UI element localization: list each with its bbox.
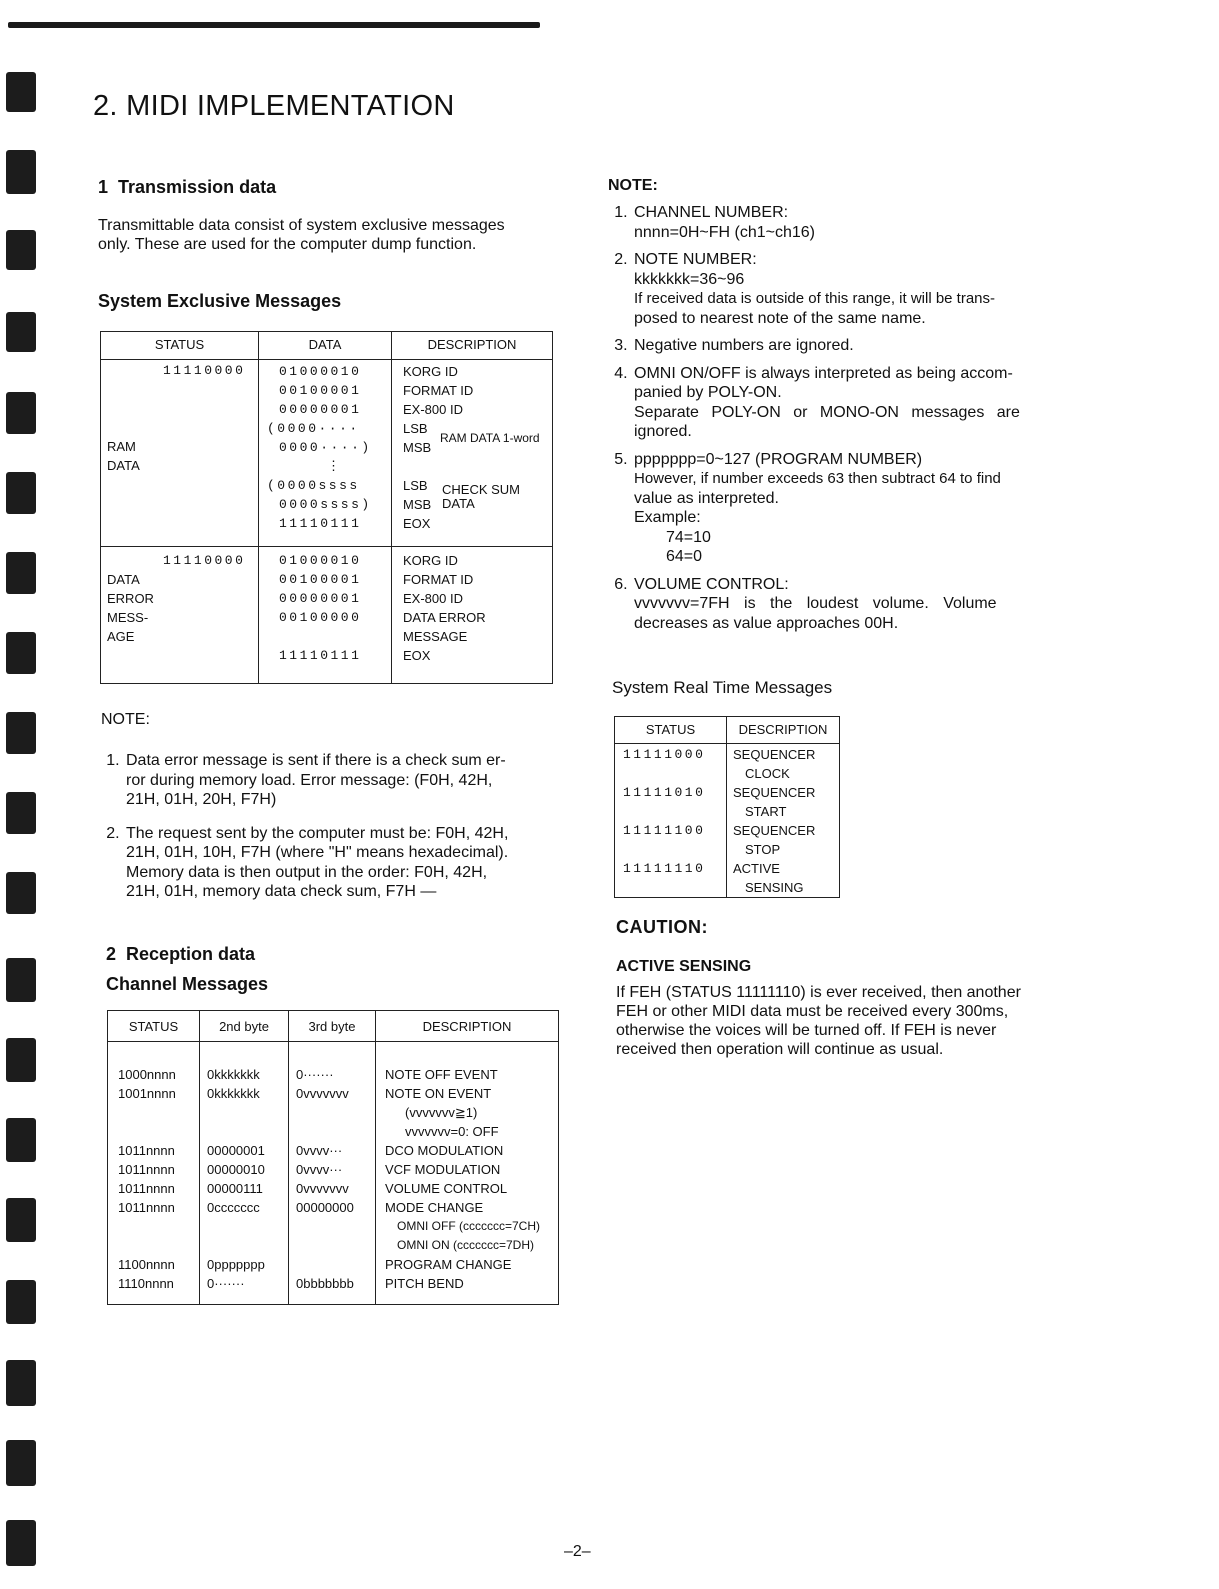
desc-value: LSB <box>403 478 428 493</box>
caution-line: If FEH (STATUS 11111110) is ever received, then another <box>616 984 1021 1001</box>
row-description: VOLUME CONTROL <box>385 1181 508 1196</box>
note-heading-left: NOTE: <box>101 711 150 728</box>
note-line: 74=10 <box>666 528 711 546</box>
row-2nd-byte: 00000111 <box>207 1181 263 1196</box>
note-item <box>124 751 564 810</box>
rt-description-cont: STOP <box>745 842 781 857</box>
row-status: 1100nnnn <box>118 1257 175 1272</box>
note-line: 1. CHANNEL NUMBER: <box>634 204 789 221</box>
sysex-table <box>100 331 553 684</box>
caution-line: FEH or other MIDI data must be received every 300ms, <box>616 1003 1009 1020</box>
page-title: 2. MIDI IMPLEMENTATION <box>93 90 455 122</box>
binding-mark <box>6 1038 36 1082</box>
row-2nd-byte: 0ppppppp <box>207 1257 265 1272</box>
note-line: nnnn=0H~FH (ch1~ch16) <box>634 223 815 241</box>
data-value: 00100000 <box>279 610 362 625</box>
row-description: DCO MODULATION <box>385 1143 504 1158</box>
binding-mark <box>6 72 36 112</box>
note-line: 2. NOTE NUMBER: <box>634 251 757 268</box>
note-item <box>632 450 1062 567</box>
row-description: (vvvvvvv≧1) <box>405 1105 478 1120</box>
row-status: 1001nnnn <box>118 1086 176 1101</box>
note-line: If received data is outside of this range, it will be trans- <box>634 290 996 307</box>
row-2nd-byte: 0······· <box>207 1276 245 1291</box>
brace-label: DATA <box>442 496 475 511</box>
caution-subheading: ACTIVE SENSING <box>616 958 752 975</box>
col-header-2nd-byte: 2nd byte <box>219 1019 269 1034</box>
desc-value: DATA ERROR <box>403 610 486 625</box>
rt-status: 11111010 <box>623 785 706 800</box>
note-line: panied by POLY-ON. <box>634 384 782 401</box>
caution-line: received then operation will continue as usual. <box>616 1041 944 1058</box>
section-title: Transmission data <box>118 177 277 197</box>
binding-mark <box>6 472 36 514</box>
status-value: 11110000 <box>163 553 246 568</box>
note-line: Example: <box>634 509 701 526</box>
note-line: 2. The request sent by the computer must be: F0H, 42H, <box>126 824 509 842</box>
right-notes-list <box>608 203 1062 641</box>
desc-value: FORMAT ID <box>403 572 474 587</box>
note-item <box>632 250 1062 328</box>
binding-mark <box>6 150 36 194</box>
status-label: DATA <box>107 572 140 587</box>
status-label: MESS- <box>107 610 149 625</box>
note-item <box>632 336 1062 356</box>
row-3rd-byte: 00000000 <box>296 1200 354 1215</box>
note-line: Separate POLY-ON or MONO-ON messages are <box>634 403 1020 421</box>
note-line: 5. ppppppp=0~127 (PROGRAM NUMBER) <box>634 450 923 468</box>
sysex-heading: System Exclusive Messages <box>98 291 342 311</box>
note-heading-right: NOTE: <box>608 177 658 194</box>
row-description: vvvvvvv=0: OFF <box>405 1124 499 1139</box>
data-value: 00100001 <box>279 383 362 398</box>
status-label: DATA <box>107 458 140 473</box>
desc-value: EX-800 ID <box>403 402 463 417</box>
binding-mark <box>6 1440 36 1486</box>
col-header-status: STATUS <box>645 722 696 737</box>
note-line: 21H, 01H, 10H, F7H (where "H" means hexadecimal). <box>126 844 509 861</box>
intro-line: only. These are used for the computer dump function. <box>98 236 477 253</box>
row-description: PROGRAM CHANGE <box>385 1257 512 1272</box>
row-status: 1011nnnn <box>118 1143 175 1158</box>
row-description: MODE CHANGE <box>385 1200 484 1215</box>
note-line: kkkkkkk=36~96 <box>634 270 745 288</box>
data-value: 00100001 <box>279 572 362 587</box>
note-line: 3. Negative numbers are ignored. <box>634 337 854 354</box>
note-line: ignored. <box>634 423 692 440</box>
note-line: vvvvvvv=7FH is the loudest volume. Volume <box>634 595 997 612</box>
binding-mark <box>6 392 36 434</box>
binding-mark <box>6 230 36 270</box>
row-2nd-byte: 0ccccccc <box>207 1200 260 1215</box>
row-2nd-byte: 00000010 <box>207 1162 265 1177</box>
rt-description: SEQUENCER <box>733 747 816 762</box>
binding-mark <box>6 1360 36 1406</box>
binding-mark <box>6 1280 36 1324</box>
data-value: (0000···· <box>267 421 360 436</box>
row-description: VCF MODULATION <box>385 1162 501 1177</box>
rt-description-cont: START <box>745 804 787 819</box>
rt-description-cont: CLOCK <box>745 766 790 781</box>
binding-mark <box>6 792 36 834</box>
desc-value: KORG ID <box>403 364 458 379</box>
note-line: 64=0 <box>666 548 703 565</box>
data-value: 11110111 <box>279 648 362 663</box>
binding-mark <box>6 872 36 914</box>
note-line: ror during memory load. Error message: (F0H, 42H, <box>126 771 493 789</box>
note-line: However, if number exceeds 63 then subtract 64 to find <box>634 470 1001 487</box>
caution-heading: CAUTION: <box>616 917 708 937</box>
row-3rd-byte: 0vvvv··· <box>296 1143 343 1158</box>
desc-value: EX-800 ID <box>403 591 463 606</box>
data-value: 0000ssss) <box>279 497 372 512</box>
data-value: (0000ssss <box>267 478 360 493</box>
rt-description: SEQUENCER <box>733 785 816 800</box>
status-value: 11110000 <box>163 363 246 378</box>
note-line: 4. OMNI ON/OFF is always interpreted as being accom- <box>634 364 1013 382</box>
col-header-description: DESCRIPTION <box>427 337 517 352</box>
row-3rd-byte: 0vvvvvvv <box>296 1086 349 1101</box>
desc-value: EOX <box>403 516 431 531</box>
row-status: 1011nnnn <box>118 1200 175 1215</box>
note-line: 6. VOLUME CONTROL: <box>634 575 789 593</box>
row-3rd-byte: 0vvvv··· <box>296 1162 343 1177</box>
desc-value: FORMAT ID <box>403 383 474 398</box>
note-item <box>632 575 1062 634</box>
status-label: AGE <box>107 629 135 644</box>
binding-mark <box>6 712 36 754</box>
section-heading-transmission <box>98 177 276 198</box>
row-status: 1011nnnn <box>118 1181 175 1196</box>
binding-mark <box>6 552 36 594</box>
rt-description: ACTIVE <box>733 861 780 876</box>
data-value: 00000001 <box>279 402 362 417</box>
row-3rd-byte: 0vvvvvvv <box>296 1181 349 1196</box>
note-line: posed to nearest note of the same name. <box>634 309 926 327</box>
binding-mark <box>6 1520 36 1566</box>
row-3rd-byte: 0bbbbbbb <box>296 1276 354 1291</box>
desc-value: MSB <box>403 440 432 455</box>
data-value: 00000001 <box>279 591 362 606</box>
page-number: –2– <box>564 1543 591 1560</box>
note-line: 1. Data error message is sent if there is a check sum er- <box>126 752 506 769</box>
col-header-data: DATA <box>308 337 342 352</box>
data-value: 01000010 <box>279 364 362 379</box>
rt-status: 11111100 <box>623 823 706 838</box>
row-2nd-byte: 0kkkkkkk <box>207 1086 260 1101</box>
row-2nd-byte: 00000001 <box>207 1143 265 1158</box>
section-title: Reception data <box>126 944 256 964</box>
note-item <box>124 824 564 902</box>
note-line: value as interpreted. <box>634 489 779 507</box>
row-status: 1000nnnn <box>118 1067 176 1082</box>
desc-value: KORG ID <box>403 553 458 568</box>
data-value: ⋮ <box>327 459 343 474</box>
col-header-description: DESCRIPTION <box>422 1019 512 1034</box>
col-header-3rd-byte: 3rd byte <box>308 1019 356 1034</box>
binding-mark <box>6 1198 36 1242</box>
binding-mark <box>6 632 36 674</box>
row-2nd-byte: 0kkkkkkk <box>207 1067 260 1082</box>
note-line: 21H, 01H, 20H, F7H) <box>126 791 277 808</box>
realtime-heading: System Real Time Messages <box>612 678 833 697</box>
rt-description-cont: SENSING <box>745 880 804 895</box>
section-number: 2 <box>106 944 117 964</box>
desc-value: MESSAGE <box>403 629 468 644</box>
section-heading-reception <box>106 944 255 965</box>
desc-value: EOX <box>403 648 431 663</box>
binding-mark <box>6 1118 36 1162</box>
desc-value: LSB <box>403 421 428 436</box>
note-item <box>632 364 1062 442</box>
row-status: 1011nnnn <box>118 1162 175 1177</box>
row-description: OMNI ON (ccccccc=7DH) <box>397 1238 535 1252</box>
brace-label: RAM DATA 1-word <box>440 431 540 445</box>
note-line: decreases as value approaches 00H. <box>634 614 899 632</box>
top-rule <box>8 22 540 28</box>
row-description: PITCH BEND <box>385 1276 464 1291</box>
caution-line: otherwise the voices will be turned off. If FEH is never <box>616 1022 997 1039</box>
note-line: 21H, 01H, memory data check sum, F7H — <box>126 883 437 900</box>
row-description: NOTE OFF EVENT <box>385 1067 498 1082</box>
col-header-status: STATUS <box>128 1019 179 1034</box>
intro-line: Transmittable data consist of system exclusive messages <box>98 217 505 234</box>
realtime-table <box>614 716 840 898</box>
data-value: 11110111 <box>279 516 362 531</box>
desc-value: MSB <box>403 497 432 512</box>
rt-status: 11111110 <box>623 861 706 876</box>
note-line: Memory data is then output in the order: F0H, 42H, <box>126 863 488 881</box>
row-description: NOTE ON EVENT <box>385 1086 492 1101</box>
status-label: ERROR <box>107 591 154 606</box>
channel-messages-heading: Channel Messages <box>106 974 269 994</box>
row-status: 1110nnnn <box>118 1276 174 1291</box>
channel-messages-table <box>107 1010 559 1305</box>
status-label: RAM <box>107 439 136 454</box>
data-value: 01000010 <box>279 553 362 568</box>
row-description: OMNI OFF (ccccccc=7CH) <box>397 1219 540 1233</box>
rt-status: 11111000 <box>623 747 706 762</box>
section-number: 1 <box>98 177 109 197</box>
data-value: 0000····) <box>279 440 372 455</box>
left-notes-list <box>100 751 564 910</box>
note-item <box>632 203 1062 242</box>
col-header-description: DESCRIPTION <box>738 722 828 737</box>
binding-mark <box>6 958 36 1002</box>
binding-mark <box>6 312 36 352</box>
brace-label: CHECK SUM <box>442 482 521 497</box>
col-header-status: STATUS <box>154 337 205 352</box>
row-3rd-byte: 0······· <box>296 1067 334 1082</box>
rt-description: SEQUENCER <box>733 823 816 838</box>
